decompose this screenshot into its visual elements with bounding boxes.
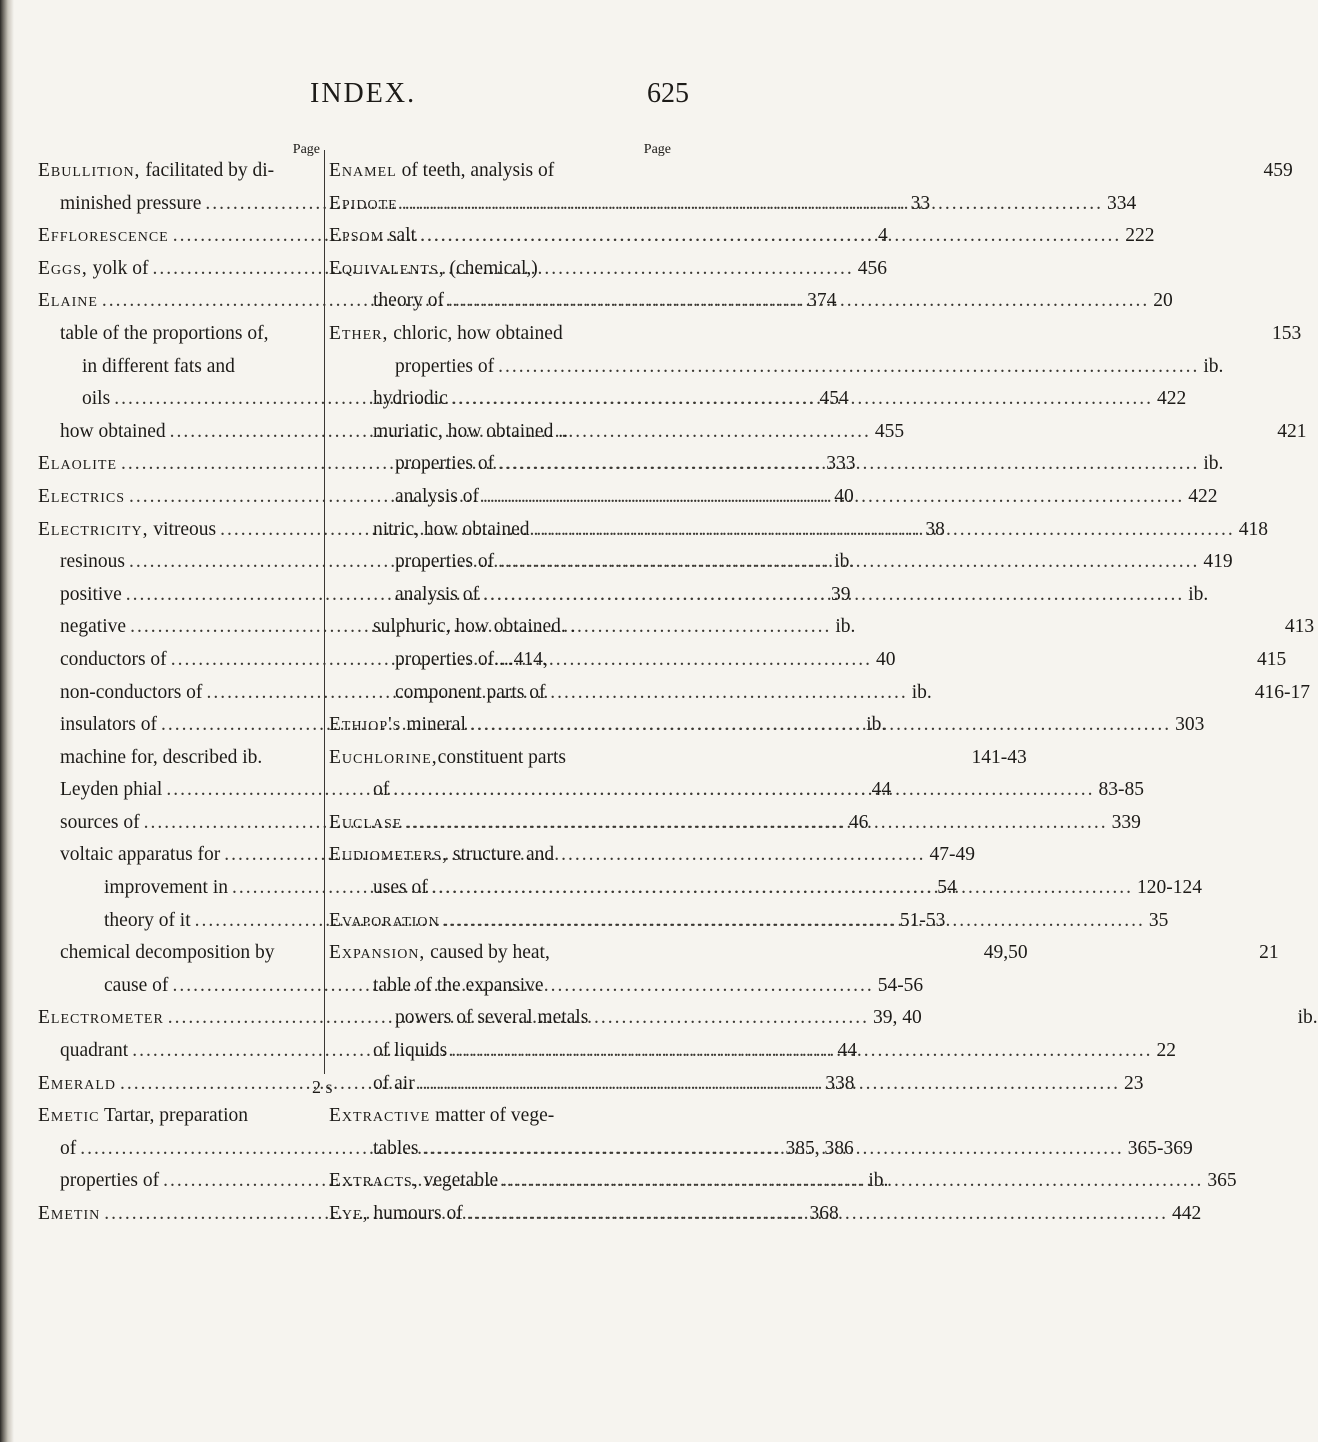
entry-label xyxy=(373,1073,415,1095)
dot-leader xyxy=(406,812,1107,834)
dot-leader xyxy=(483,584,1184,606)
entry-text: properties of xyxy=(395,551,495,573)
entry-heading: Electrometer xyxy=(38,1007,164,1029)
entry-text: yolk of xyxy=(87,257,149,279)
page-reference: 222 xyxy=(1125,225,1155,247)
entry-label xyxy=(38,486,125,508)
page-reference: 40 xyxy=(834,485,854,507)
page-reference: 40 xyxy=(875,648,896,670)
page-reference: ib. xyxy=(834,551,855,573)
page-reference: 385, 386 xyxy=(785,1137,854,1159)
page-reference: 39, 40 xyxy=(873,1007,922,1029)
page-reference: 368 xyxy=(809,1203,839,1224)
entry-heading: Euchlorine, xyxy=(329,746,438,768)
entry-label xyxy=(38,1203,100,1225)
index-entry xyxy=(38,323,322,356)
page-reference: 141-43 xyxy=(971,746,1027,768)
index-entry xyxy=(329,192,1137,226)
entry-text: properties of xyxy=(395,355,495,377)
entry-text: Leyden phial xyxy=(60,779,163,801)
entry-label xyxy=(373,1040,447,1062)
page-reference: 454 xyxy=(819,388,849,410)
page-reference: 46 xyxy=(848,811,869,833)
entry-text: theory of xyxy=(373,290,444,312)
index-entry xyxy=(329,258,673,291)
page-reference: 339 xyxy=(1111,811,1141,833)
page-reference: ib. xyxy=(868,1170,889,1192)
dot-leader xyxy=(419,1073,1120,1095)
page-reference: 442 xyxy=(1171,1203,1202,1224)
entry-label xyxy=(38,225,169,247)
entry-text: analysis of xyxy=(395,583,479,605)
page-reference: 365-369 xyxy=(1127,1137,1193,1159)
entry-heading: Emetic xyxy=(38,1105,100,1127)
page-reference: ib. xyxy=(1203,355,1224,377)
dot-leader xyxy=(422,1138,1123,1160)
entry-label xyxy=(60,193,201,215)
entry-heading: Electrics xyxy=(38,485,126,507)
dot-leader xyxy=(448,290,1149,312)
entry-label xyxy=(60,1040,128,1062)
entry-heading: Ether, xyxy=(329,322,389,344)
entry-label xyxy=(60,551,125,573)
binding-edge xyxy=(0,0,14,1442)
index-entry xyxy=(38,160,322,193)
entry-label xyxy=(395,1007,588,1029)
entry-label xyxy=(38,1073,116,1095)
entry-heading: Epidote xyxy=(329,192,398,214)
entry-label xyxy=(329,747,673,769)
dot-leader xyxy=(432,877,1133,899)
entry-text: theory of it xyxy=(104,909,191,931)
entry-heading: Eggs, xyxy=(38,257,88,279)
entry-text: positive xyxy=(60,583,122,605)
page-header xyxy=(0,78,800,118)
entry-label xyxy=(38,1007,164,1029)
entry-label xyxy=(38,290,98,312)
entry-text: tables xyxy=(373,1137,419,1159)
entry-label xyxy=(329,258,673,280)
index-entry xyxy=(329,225,1155,258)
page-reference: 419 xyxy=(1203,551,1233,573)
dot-leader xyxy=(444,910,1145,932)
entry-label xyxy=(60,812,140,834)
entry-text: quadrant xyxy=(60,1040,129,1062)
entry-text: voltaic apparatus for xyxy=(60,844,221,866)
dot-leader xyxy=(467,1203,1168,1225)
entry-text: vitreous xyxy=(148,518,217,540)
page-reference: 418 xyxy=(1238,518,1269,540)
entry-heading: Ethiop's xyxy=(329,714,402,736)
page-reference: 33 xyxy=(910,192,931,214)
entry-heading: Extracts, xyxy=(329,1170,419,1192)
entry-label xyxy=(329,910,440,932)
page-reference: 365 xyxy=(1207,1170,1237,1192)
entry-text: of xyxy=(60,1137,77,1159)
entry-text: component parts of xyxy=(395,681,546,703)
entry-text: analysis of xyxy=(395,485,479,507)
entry-label xyxy=(329,942,550,964)
page-reference: ib. xyxy=(1297,1007,1318,1029)
entry-text: uses of xyxy=(373,877,428,899)
page-reference: 23 xyxy=(1123,1072,1144,1094)
entry-label xyxy=(60,584,122,606)
page-reference: 374 xyxy=(807,290,837,312)
page-reference: 422 xyxy=(1156,388,1187,410)
entry-heading: Electricity, xyxy=(38,518,149,540)
page-reference: ib. xyxy=(1203,453,1224,475)
entry-text: properties of xyxy=(60,1170,160,1192)
page-reference: 422 xyxy=(1188,485,1218,507)
entry-label xyxy=(329,193,398,215)
entry-heading: Emerald xyxy=(38,1072,117,1094)
entry-heading: Euclase xyxy=(329,811,403,833)
entry-text: table of the proportions of, xyxy=(60,322,269,344)
entry-text: powers of several metals xyxy=(395,1007,589,1029)
entry-text: how obtained xyxy=(60,420,166,442)
index-entry xyxy=(329,975,673,1008)
index-entry xyxy=(329,355,1224,389)
entry-text: muriatic, how obtained .. xyxy=(373,420,568,442)
dot-leader xyxy=(498,551,1199,573)
entry-text: negative xyxy=(60,616,127,638)
page-reference: 303 xyxy=(1175,714,1205,736)
page-reference: 49,50 xyxy=(983,942,1028,964)
entry-text: of liquids xyxy=(373,1040,448,1062)
entry-label xyxy=(82,388,110,410)
page-reference: 22 xyxy=(1156,1040,1176,1062)
entry-text: table of the expansive xyxy=(373,974,544,996)
entry-text: of xyxy=(373,779,390,801)
entry-heading: Ebullition, xyxy=(38,160,141,181)
entry-label xyxy=(60,323,322,345)
entry-label xyxy=(373,779,389,801)
page-number: 625 xyxy=(647,78,689,109)
dot-leader xyxy=(420,225,1121,247)
entry-heading: Expansion, xyxy=(329,942,426,964)
entry-text: Tartar, preparation xyxy=(99,1105,249,1127)
page-reference: 35 xyxy=(1148,909,1169,931)
entry-label xyxy=(373,616,576,638)
page-reference: 20 xyxy=(1153,290,1173,312)
entry-label xyxy=(373,388,448,410)
entry-text: in different fats and xyxy=(82,355,235,377)
page-reference: ib. xyxy=(835,616,856,638)
page-reference: 54-56 xyxy=(877,974,924,996)
entry-label xyxy=(38,1105,322,1127)
entry-text: insulators of xyxy=(60,714,157,736)
entry-label xyxy=(104,877,228,899)
entry-heading: Emetin xyxy=(38,1203,101,1224)
entry-label xyxy=(373,290,444,312)
page-reference: 39 xyxy=(831,583,851,605)
entry-label xyxy=(38,258,148,280)
dot-leader xyxy=(402,193,1103,215)
entry-label xyxy=(373,519,530,541)
entry-label xyxy=(60,779,162,801)
entry-text: mineral xyxy=(401,714,466,736)
index-entry xyxy=(38,1105,322,1138)
entry-label xyxy=(104,975,168,997)
entry-text: humours of xyxy=(368,1203,463,1224)
entry-text: of air xyxy=(373,1072,415,1094)
entry-label xyxy=(329,1203,463,1225)
entry-label xyxy=(38,453,117,475)
entry-text: resinous xyxy=(60,551,125,573)
page-reference: 459 xyxy=(1263,160,1293,181)
page-reference: 415 xyxy=(1256,648,1287,670)
entry-text: conductors of xyxy=(60,648,167,670)
entry-label xyxy=(82,356,322,378)
entry-label xyxy=(38,160,322,182)
index-entry xyxy=(38,356,322,389)
entry-label xyxy=(329,812,402,834)
page-reference: 44 xyxy=(837,1040,857,1062)
entry-label xyxy=(60,942,274,964)
index-entry xyxy=(329,160,1293,193)
entry-label xyxy=(373,877,428,899)
entry-text: nitric, how obtained xyxy=(373,518,530,540)
entry-heading: Equivalents, xyxy=(329,257,445,279)
dot-leader xyxy=(451,1040,1152,1062)
page-reference: 21 xyxy=(1259,942,1279,964)
page-reference: 416-17 xyxy=(1254,681,1311,703)
entry-text: hydriodic xyxy=(373,388,448,410)
entry-label xyxy=(329,160,554,182)
entry-label xyxy=(329,844,673,866)
dot-leader xyxy=(534,519,1235,541)
entry-text: constituent parts xyxy=(437,746,567,768)
entry-text: matter of vege- xyxy=(430,1105,555,1127)
entry-heading: Extractive xyxy=(329,1105,431,1127)
entry-label xyxy=(329,1105,673,1127)
running-title: INDEX. xyxy=(310,78,417,109)
entry-label xyxy=(395,682,546,704)
entry-label xyxy=(395,551,494,573)
dot-leader xyxy=(470,714,1171,736)
page-reference: 120-124 xyxy=(1136,877,1202,899)
entry-heading: Enamel xyxy=(329,160,397,181)
dot-leader xyxy=(498,453,1199,475)
dot-leader xyxy=(452,388,1153,410)
entry-label xyxy=(60,1170,159,1192)
entry-text: (chemical,) xyxy=(444,257,538,279)
page-reference: 338 xyxy=(825,1072,855,1094)
page-reference: 413 xyxy=(1284,616,1315,638)
entry-text: machine for, described ib. xyxy=(60,746,263,768)
entry-label xyxy=(329,1170,498,1192)
entry-label xyxy=(395,584,479,606)
entry-text: structure and xyxy=(448,844,555,866)
entry-label xyxy=(373,975,673,997)
entry-label xyxy=(329,225,416,247)
entry-text: properties of xyxy=(395,453,495,475)
page-reference: 455 xyxy=(874,420,905,442)
entry-label xyxy=(395,486,479,508)
index-entry xyxy=(329,1105,673,1138)
entry-text: salt xyxy=(384,225,417,247)
entry-text: properties of....414, xyxy=(395,648,548,670)
entry-heading: Elaolite xyxy=(38,453,118,475)
entry-text: oils xyxy=(82,388,111,410)
page-reference: 44 xyxy=(871,779,892,801)
entry-text: vegetable xyxy=(418,1170,499,1192)
entry-label xyxy=(373,421,568,443)
entry-label xyxy=(60,1138,76,1160)
page-reference: 333 xyxy=(826,453,856,475)
page-column-label: Page xyxy=(643,142,671,157)
page-reference: 83-85 xyxy=(1098,779,1144,801)
entry-label xyxy=(60,682,202,704)
entry-heading: Elaine xyxy=(38,290,98,312)
entry-text: chloric, how obtained xyxy=(388,322,563,344)
entry-label xyxy=(60,714,157,736)
index-entry xyxy=(329,747,673,780)
page-reference: 51-53 xyxy=(899,909,946,931)
page-reference: 38 xyxy=(925,518,945,540)
entry-label xyxy=(60,616,126,638)
page-reference: 153 xyxy=(1271,322,1302,344)
entry-label xyxy=(373,1138,418,1160)
entry-heading: Epsom xyxy=(329,225,385,247)
entry-text: facilitated by di- xyxy=(140,160,275,181)
dot-leader xyxy=(393,779,1094,801)
page-reference: ib. xyxy=(1188,583,1209,605)
entry-label xyxy=(329,714,466,736)
entry-label xyxy=(395,453,494,475)
page-reference: 54 xyxy=(937,877,957,899)
entry-heading: Efflorescence xyxy=(38,225,169,247)
entry-heading: Eye, xyxy=(329,1203,369,1224)
entry-label xyxy=(329,323,563,345)
entry-text: sulphuric, how obtained. . xyxy=(373,616,576,638)
dot-leader xyxy=(498,356,1199,378)
page-reference: 4 xyxy=(877,225,888,247)
entry-label xyxy=(60,844,220,866)
entry-text: caused by heat, xyxy=(425,942,550,964)
index-entry xyxy=(329,844,673,877)
signature-mark: 2 s xyxy=(312,1077,333,1097)
index-entry xyxy=(329,322,1302,356)
page-reference: ib. xyxy=(866,714,887,736)
entry-label xyxy=(395,356,494,378)
page-reference: 334 xyxy=(1106,192,1137,214)
entry-heading: Evaporation xyxy=(329,909,440,931)
page-reference: ib. xyxy=(911,681,932,703)
entry-label xyxy=(60,747,262,769)
entry-label xyxy=(60,649,167,671)
entry-label xyxy=(395,649,548,671)
entry-text: minished pressure xyxy=(60,192,202,214)
column-divider xyxy=(324,150,325,1074)
dot-leader xyxy=(502,1170,1203,1192)
entry-text: chemical decomposition by xyxy=(60,942,275,964)
entry-text: sources of xyxy=(60,811,140,833)
entry-heading: Eudiometers, xyxy=(329,844,449,866)
page-reference: 421 xyxy=(1277,420,1307,442)
page-reference: 47-49 xyxy=(929,844,976,866)
page-reference: 456 xyxy=(857,257,887,279)
entry-text: improvement in xyxy=(104,877,229,899)
entry-text: of teeth, analysis of xyxy=(396,160,555,181)
entry-label xyxy=(60,421,166,443)
entry-label xyxy=(38,519,216,541)
entry-text: non-conductors of xyxy=(60,681,203,703)
page-column-label: Page xyxy=(292,142,320,157)
dot-leader xyxy=(483,486,1184,508)
entry-label xyxy=(104,910,191,932)
entry-text: cause of xyxy=(104,974,169,996)
